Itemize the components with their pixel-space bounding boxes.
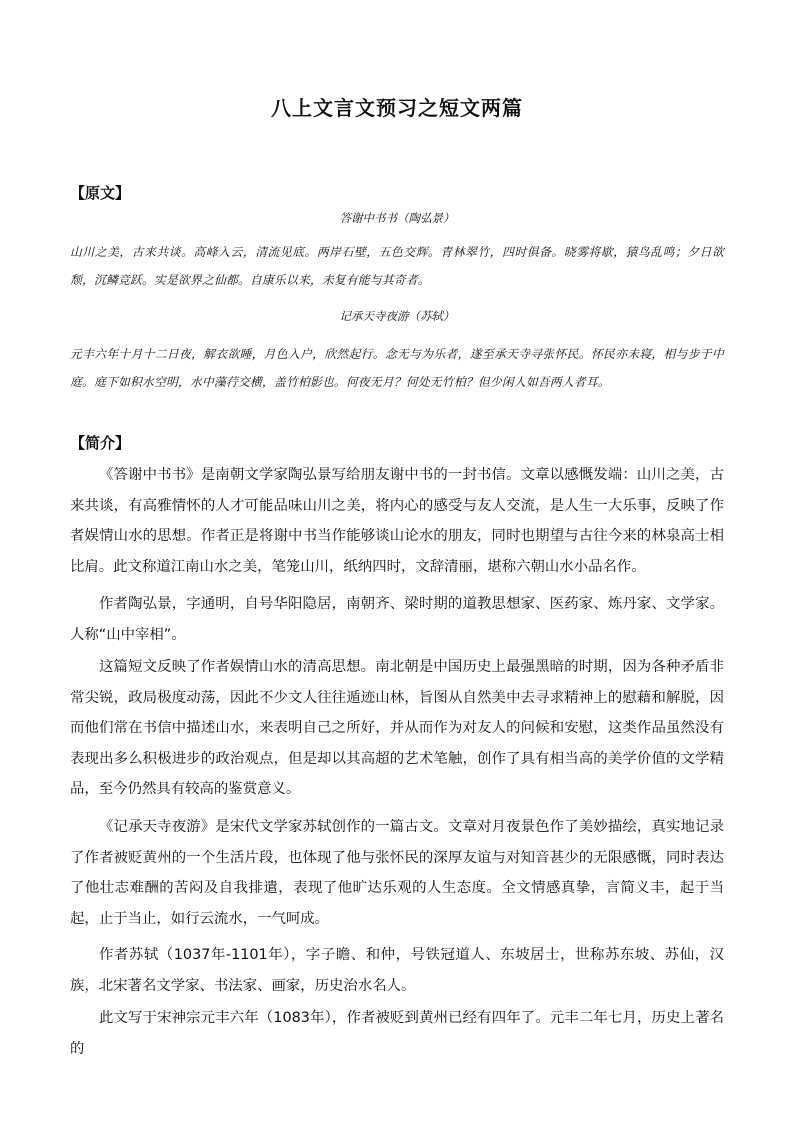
- intro-paragraph-4: 《记承天寺夜游》是宋代文学家苏轼创作的一篇古文。文章对月夜景色作了美妙描绘，真实地记录了作者被贬黄州的一个生活片段，也体现了他与张怀民的深厚友谊与对知音甚少的无限感慨，同时表达了他壮志难酬的苦闷及自我排遣，表现了他旷达乐观的人生态度。全文情感真挚，言简义丰，起于当起，止于当止，如行云流水，一气呵成。: [70, 819, 724, 927]
- intro-paragraph-2: 作者陶弘景，字通明，自号华阳隐居，南朝齐、梁时期的道教思想家、医药家、炼丹家、文学家。人称“山中宰相”。: [70, 596, 724, 643]
- text-2-subtitle: 记承天寺夜游（苏轼）: [339, 309, 455, 323]
- original-text-heading: 【原文】: [70, 184, 131, 202]
- document-page: [70, 0, 724, 1123]
- intro-heading: 【简介】: [70, 434, 131, 452]
- text-1-subtitle: 答谢中书书（陶弘景）: [339, 211, 455, 225]
- intro-paragraph-1: 《答谢中书书》是南朝文学家陶弘景写给朋友谢中书的一封书信。文章以感慨发端：山川之美，古来共谈，有高雅情怀的人才可能品味山川之美，将内心的感受与友人交流，是人生一大乐事，反映了作者娱情山水的思想。作者正是将谢中书当作能够谈山论水的朋友，同时也期望与古往今来的林泉高士相比肩。此文称道江南山水之美，笔笼山川，纸纳四时，文辞清丽，堪称六朝山水小品名作。: [70, 467, 724, 575]
- intro-paragraph-6: 此文写于宋神宗元丰六年（1083年），作者被贬到黄州已经有四年了。元丰二年七月，历史上著名的: [70, 1010, 724, 1057]
- text-2-body: 元丰六年十月十二日夜，解衣欲睡，月色入户，欣然起行。念无与为乐者，遂至承天寺寻张怀民。怀民亦未寝，相与步于中庭。庭下如积水空明，水中藻荇交横，盖竹柏影也。何夜无月？何处无竹柏？但少闲人如吾两人者耳。: [70, 347, 724, 389]
- intro-paragraph-3: 这篇短文反映了作者娱情山水的清高思想。南北朝是中国历史上最强黑暗的时期，因为各种矛盾非常尖锐，政局极度动荡，因此不少文人往往遁迹山林，旨图从自然美中去寻求精神上的慰藉和解脱，因而他们常在书信中描述山水，来表明自己之所好，并从而作为对友人的问候和安慰，这类作品虽然没有表现出多么积极进步的政治观点，但是却以其高超的艺术笔触，创作了具有相当高的美学价值的文学精品，至今仍然具有较高的鉴赏意义。: [70, 659, 724, 797]
- document-title: 八上文言文预习之短文两篇: [271, 96, 523, 120]
- intro-paragraph-5: 作者苏轼（1037年-1101年），字子瞻、和仲，号铁冠道人、东坡居士，世称苏东坡、苏仙，汉族，北宋著名文学家、书法家、画家，历史治水名人。: [70, 947, 724, 994]
- text-1-body: 山川之美，古来共谈。高峰入云，清流见底。两岸石壁，五色交辉。青林翠竹，四时俱备。晓雾将歇，猿鸟乱鸣；夕日欲颓，沉鳞竞跃。实是欲界之仙都。自康乐以来，未复有能与其奇者。: [70, 245, 724, 287]
